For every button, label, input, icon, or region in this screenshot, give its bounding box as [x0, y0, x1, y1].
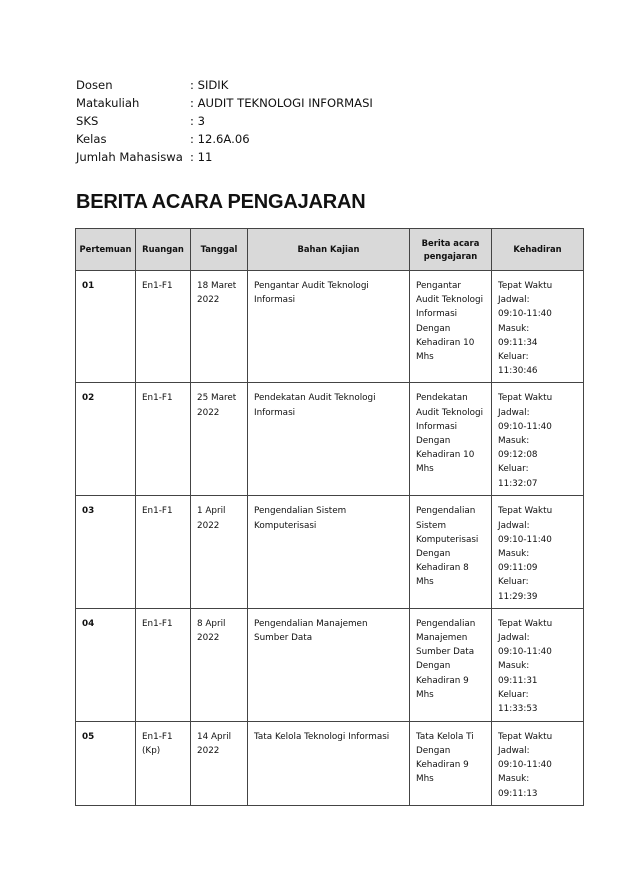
cell-pertemuan: 02 [76, 383, 136, 496]
table-row [76, 721, 584, 805]
cell-bahan-kajian: Pendekatan Audit Teknologi Informasi [248, 383, 410, 496]
info-label: Dosen [76, 78, 113, 92]
page-title: BERITA ACARA PENGAJARAN [76, 191, 366, 213]
cell-berita-acara: Pendekatan Audit Teknologi Informasi Dengan Kehadiran 10 Mhs [410, 383, 492, 496]
info-value: : 11 [190, 150, 213, 164]
cell-bahan-kajian: Pengendalian Manajemen Sumber Data [248, 608, 410, 721]
cell-ruangan: En1-F1 [136, 496, 191, 608]
cell-ruangan: En1-F1 [136, 271, 191, 383]
cell-berita-acara: Tata Kelola Ti Dengan Kehadiran 9 Mhs [410, 721, 492, 805]
cell-ruangan: En1-F1 [136, 383, 191, 496]
header-pertemuan: Pertemuan [76, 229, 136, 271]
info-row-dosen [76, 76, 373, 94]
table-row [76, 496, 584, 608]
info-label: Kelas [76, 132, 107, 146]
info-label: SKS [76, 114, 99, 128]
table-header-row [76, 229, 584, 271]
course-info [76, 76, 373, 166]
cell-pertemuan: 03 [76, 496, 136, 608]
table-row [76, 271, 584, 383]
attendance-table [75, 228, 584, 806]
cell-kehadiran: Tepat Waktu Jadwal: 09:10-11:40 Masuk: 09:11:13 [492, 721, 584, 805]
info-value: : SIDIK [190, 78, 229, 92]
cell-berita-acara: Pengendalian Sistem Komputerisasi Dengan Kehadiran 8 Mhs [410, 496, 492, 608]
info-label: Matakuliah [76, 96, 140, 110]
cell-ruangan: En1-F1 [136, 608, 191, 721]
cell-kehadiran: Tepat Waktu Jadwal: 09:10-11:40 Masuk: 09:12:08 Keluar: 11:32:07 [492, 383, 584, 496]
cell-kehadiran: Tepat Waktu Jadwal: 09:10-11:40 Masuk: 09:11:31 Keluar: 11:33:53 [492, 608, 584, 721]
cell-kehadiran: Tepat Waktu Jadwal: 09:10-11:40 Masuk: 09:11:09 Keluar: 11:29:39 [492, 496, 584, 608]
cell-ruangan: En1-F1 (Kp) [136, 721, 191, 805]
header-berita-acara: Berita acara pengajaran [410, 229, 492, 271]
cell-kehadiran: Tepat Waktu Jadwal: 09:10-11:40 Masuk: 09:11:34 Keluar: 11:30:46 [492, 271, 584, 383]
header-bahan-kajian: Bahan Kajian [248, 229, 410, 271]
cell-bahan-kajian: Pengantar Audit Teknologi Informasi [248, 271, 410, 383]
cell-tanggal: 1 April 2022 [191, 496, 248, 608]
info-value: : 12.6A.06 [190, 132, 250, 146]
info-row-jumlah-mahasiswa [76, 148, 373, 166]
header-kehadiran: Kehadiran [492, 229, 584, 271]
cell-tanggal: 8 April 2022 [191, 608, 248, 721]
table-row [76, 383, 584, 496]
info-value: : 3 [190, 114, 205, 128]
header-tanggal: Tanggal [191, 229, 248, 271]
cell-tanggal: 25 Maret 2022 [191, 383, 248, 496]
info-row-kelas [76, 130, 373, 148]
cell-pertemuan: 05 [76, 721, 136, 805]
table-row [76, 608, 584, 721]
info-row-matakuliah [76, 94, 373, 112]
cell-bahan-kajian: Pengendalian Sistem Komputerisasi [248, 496, 410, 608]
cell-tanggal: 18 Maret 2022 [191, 271, 248, 383]
cell-bahan-kajian: Tata Kelola Teknologi Informasi [248, 721, 410, 805]
cell-pertemuan: 04 [76, 608, 136, 721]
cell-tanggal: 14 April 2022 [191, 721, 248, 805]
info-row-sks [76, 112, 373, 130]
info-label: Jumlah Mahasiswa [76, 150, 183, 164]
cell-berita-acara: Pengantar Audit Teknologi Informasi Dengan Kehadiran 10 Mhs [410, 271, 492, 383]
cell-pertemuan: 01 [76, 271, 136, 383]
info-value: : AUDIT TEKNOLOGI INFORMASI [190, 96, 373, 110]
header-ruangan: Ruangan [136, 229, 191, 271]
cell-berita-acara: Pengendalian Manajemen Sumber Data Dengan Kehadiran 9 Mhs [410, 608, 492, 721]
